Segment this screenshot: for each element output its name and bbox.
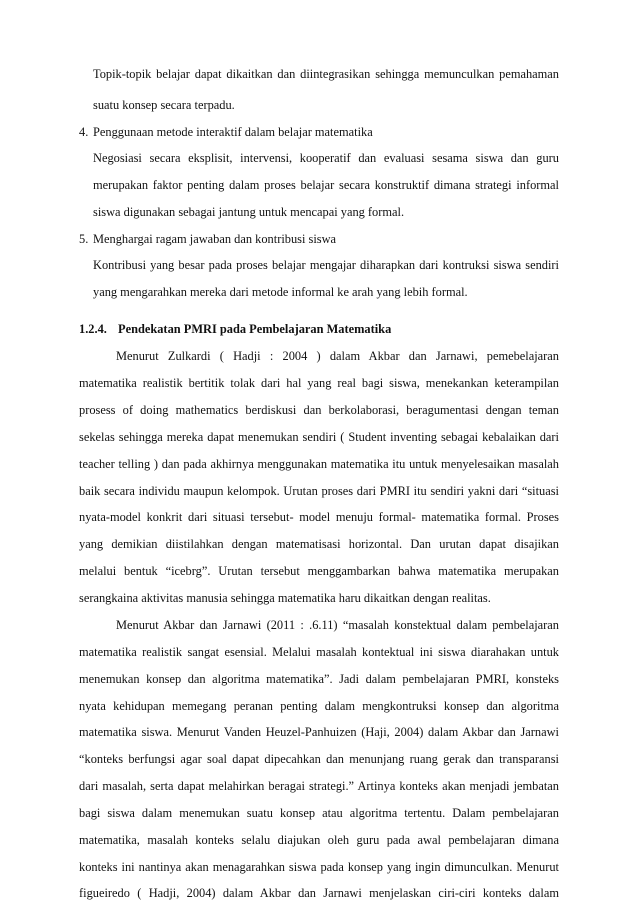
paragraph-line: “konteks berfungsi agar soal dapat dipecahkan dan menunjang ruang gerak dan transparansi bbox=[79, 752, 559, 766]
paragraph-line: yang mengarahkan mereka dari metode informal ke arah yang lebih formal. bbox=[93, 285, 468, 299]
paragraph-line: matematika siswa. Menurut Vanden Heuzel-Panhuizen (Haji, 2004) dalam Akbar dan Jarnawi bbox=[79, 725, 559, 739]
paragraph-line: Menurut Zulkardi ( Hadji : 2004 ) dalam Akbar dan Jarnawi, pemebelajaran bbox=[116, 349, 559, 363]
paragraph-line: prosess of doing mathematics berdiskusi dan berkolaborasi, beragumentasi dengan teman bbox=[79, 403, 559, 417]
list-number: 5. bbox=[79, 232, 89, 246]
paragraph-line: matematika, masalah konteks selalu diajukan oleh guru pada awal pembelajaran dimana bbox=[79, 833, 559, 847]
paragraph-line: Negosiasi secara eksplisit, intervensi, kooperatif dan evaluasi sesama siswa dan guru bbox=[93, 151, 559, 165]
paragraph-line: Kontribusi yang besar pada proses belajar mengajar diharapkan dari kontruksi siswa sendiri bbox=[93, 258, 559, 272]
paragraph-line: yang demikian diistilahkan dengan matematisasi horizontal. Dan urutan dapat disajikan bbox=[79, 537, 559, 551]
paragraph-line: konteks ini nantinya akan menagarahkan siswa pada konsep yang ingin dimunculkan. Menurut bbox=[79, 860, 559, 874]
paragraph-line: nyata kehidupan memegang peranan penting dalam mengkontruksi konsep dan algoritma bbox=[79, 699, 559, 713]
list-item-title: Penggunaan metode interaktif dalam belajar matematika bbox=[93, 125, 373, 139]
paragraph-line: merupakan faktor penting dalam proses belajar secara konstruktif dimana strategi informal bbox=[93, 178, 559, 192]
list-item-title: Menghargai ragam jawaban dan kontribusi siswa bbox=[93, 232, 337, 246]
paragraph-line: Menurut Akbar dan Jarnawi (2011 : .6.11) “masalah konstektual dalam pembelajaran bbox=[116, 618, 559, 632]
paragraph-line: nyata-model konkrit dari situasi tersebut- model menuju formal- matematika formal. Proses bbox=[79, 510, 559, 524]
paragraph-line: matematika realistik bertitik tolak dari hal yang real bagi siswa, menekankan keterampilan bbox=[79, 376, 559, 390]
list-number: 4. bbox=[79, 125, 89, 139]
paragraph-line: bagi siswa dalam menemukan suatu konsep atau algoritma tertentu. Dalam pembelajaran bbox=[79, 806, 559, 820]
paragraph-line: sekelas sehingga mereka dapat menemukan sendiri ( Student inventing sebagai kebalaikan dari bbox=[79, 430, 559, 444]
paragraph-line: Topik-topik belajar dapat dikaitkan dan diintegrasikan sehingga memunculkan pemahaman bbox=[93, 67, 559, 81]
paragraph-line: siswa digunakan sebagai jantung untuk mencapai yang formal. bbox=[93, 205, 405, 219]
paragraph-line: baik secara individu maupun kelompok. Urutan proses dari PMRI itu sendiri yakni dari “situasi bbox=[79, 484, 559, 498]
section-title: Pendekatan PMRI pada Pembelajaran Matematika bbox=[118, 322, 392, 336]
paragraph-line: suatu konsep secara terpadu. bbox=[93, 98, 235, 112]
paragraph-line: figueiredo ( Hadji, 2004) dalam Akbar dan Jarnawi menjelaskan ciri-ciri konteks dalam bbox=[79, 886, 559, 900]
paragraph-line: matematika realistik sangat esensial. Melalui masalah kontektual ini siswa diarahakan untuk bbox=[79, 645, 559, 659]
paragraph-line: serangkaina aktivitas manusia sehingga matematika haru dikaitkan dengan realitas. bbox=[79, 591, 491, 605]
paragraph-line: melalui bentuk “icebrg”. Urutan tersebut menggambarkan bahwa matematika merupakan bbox=[79, 564, 559, 578]
section-number: 1.2.4. bbox=[79, 322, 107, 336]
paragraph-line: teacher telling ) dan pada akhirnya menggunakan matematika itu untuk menyelesaikan masalah bbox=[79, 457, 559, 471]
paragraph-line: dari masalah, serta dapat melahirkan beragai strategi.” Artinya konteks akan menjadi jembatan bbox=[79, 779, 559, 793]
paragraph-line: menemukan konsep dan algoritma matematika”. Jadi dalam pembelajaran PMRI, konsteks bbox=[79, 672, 559, 686]
